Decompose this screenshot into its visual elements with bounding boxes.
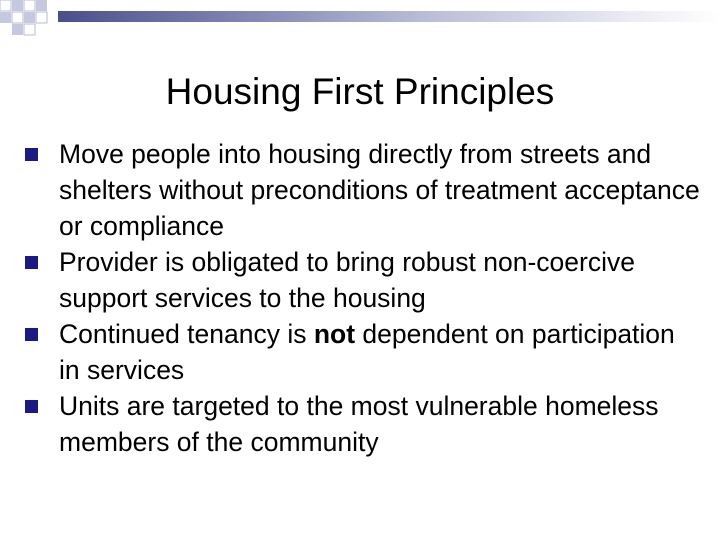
bullet-text: Provider is obligated to bring robust non-coercive support services to the housing — [59, 247, 635, 313]
bullet-list — [20, 136, 700, 460]
bullet-text: Units are targeted to the most vulnerable homeless members of the community — [59, 391, 659, 457]
header-gradient-bar — [58, 11, 720, 22]
bullet-text-part: Continued tenancy is — [59, 319, 314, 349]
bullet-item — [20, 136, 700, 244]
bullet-text-part: dependent on participation in services — [59, 319, 675, 385]
square-bullet-icon — [25, 328, 38, 341]
slide-title: Housing First Principles — [165, 71, 555, 112]
square-bullet-icon — [25, 256, 38, 269]
bullet-item — [20, 316, 700, 388]
bullet-item — [20, 388, 700, 460]
bullet-item — [20, 244, 700, 316]
checker-decoration — [0, 0, 60, 44]
bullet-emphasis: not — [313, 319, 356, 349]
square-bullet-icon — [25, 148, 38, 161]
bullet-text: Move people into housing directly from streets and shelters without preconditions of treatment acceptance or compliance — [59, 139, 700, 241]
square-bullet-icon — [25, 400, 38, 413]
